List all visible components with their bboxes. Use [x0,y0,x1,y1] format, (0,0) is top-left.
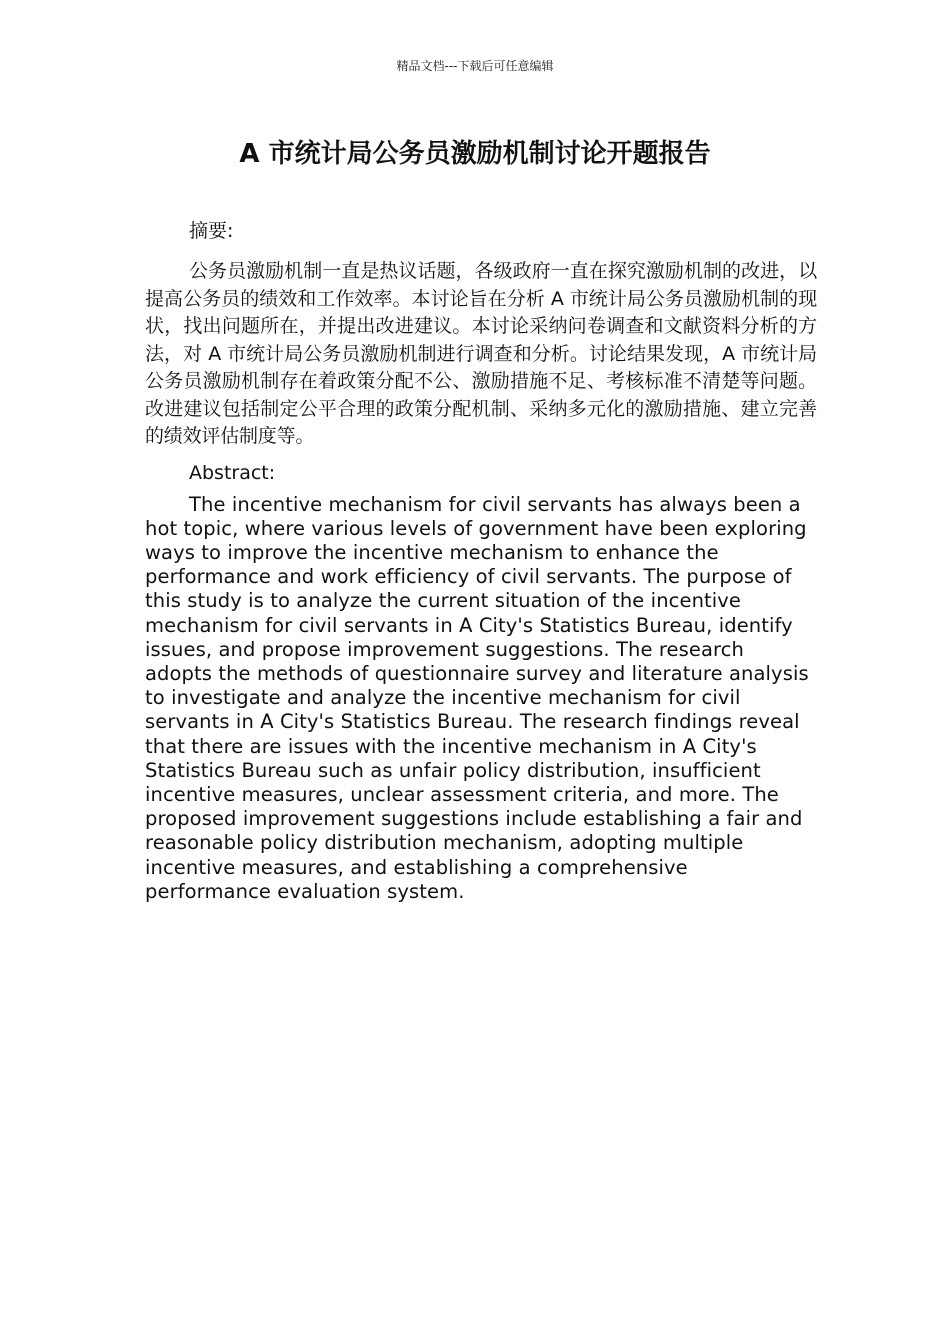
en-abstract-paragraph: The incentive mechanism for civil servants has always been a hot topic, where various levels of government have been exploring ways to improve the incentive mechanism to enhance the performance and work efficiency of civil servants. The purpose of this study is to analyze the current situation of the incentive mechanism for civil servants in A City's Statistics Bureau, identify issues, and propose improvement suggestions. The research adopts the methods of questionnaire survey and literature analysis to investigate and analyze the incentive mechanism for civil servants in A City's Statistics Bureau. The research findings reveal that there are issues with the incentive mechanism in A City's Statistics Bureau such as unfair policy distribution, insufficient incentive measures, unclear assessment criteria, and more. The proposed improvement suggestions include establishing a fair and reasonable policy distribution mechanism, adopting multiple incentive measures, and establishing a comprehensive performance evaluation system. [145,492,809,903]
header-note: 精品文档---下载后可任意编辑 [396,59,554,73]
document-body [145,216,817,904]
cn-abstract-label: 摘要: [189,220,234,242]
cn-abstract-paragraph: 公务员激励机制一直是热议话题，各级政府一直在探究激励机制的改进，以提高公务员的绩效和工作效率。本讨论旨在分析 A 市统计局公务员激励机制的现状，找出问题所在，并提出改进建议。本讨论采纳问卷调查和文献资料分析的方法，对 A 市统计局公务员激励机制进行调查和分析。讨论结果发现，A 市统计局公务员激励机制存在着政策分配不公、激励措施不足、考核标准不清楚等问题。改进建议包括制定公平合理的政策分配机制、采纳多元化的激励措施、建立完善的绩效评估制度等。 [145,260,817,447]
document-title: A 市统计局公务员激励机制讨论开题报告 [239,139,711,169]
en-abstract-label: Abstract: [189,461,276,484]
